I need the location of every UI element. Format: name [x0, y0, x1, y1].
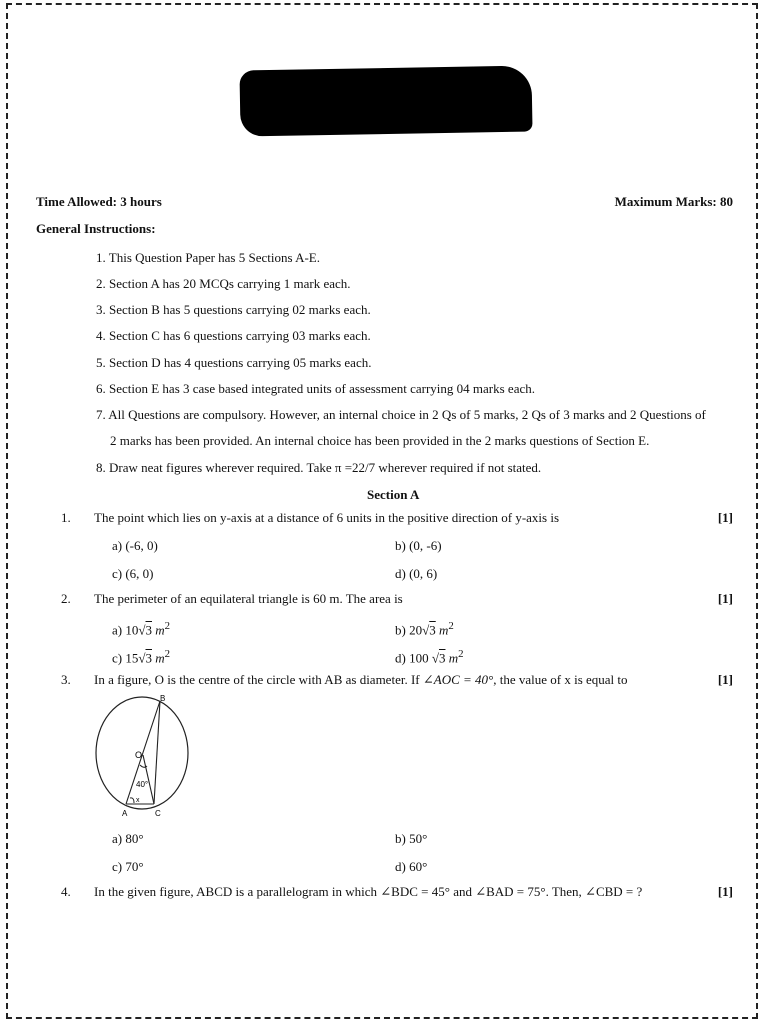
unit: m	[438, 622, 449, 638]
option-prefix: d)	[395, 650, 410, 666]
option-d: d) (0, 6)	[395, 566, 438, 581]
instruction-item: 1. This Question Paper has 5 Sections A-E.	[96, 250, 320, 265]
general-instructions-heading: General Instructions:	[36, 221, 156, 236]
question-marks: [1]	[717, 510, 733, 525]
option-d: d) 60°	[395, 859, 428, 874]
option-b	[395, 620, 454, 638]
radicand: 3	[145, 622, 152, 638]
option-a: a) 80°	[112, 831, 144, 846]
option-prefix: b)	[395, 622, 410, 638]
instruction-item: 4. Section C has 6 questions carrying 03 marks each.	[96, 328, 371, 343]
label-o: O	[135, 750, 143, 760]
exponent: 2	[164, 620, 171, 632]
option-c: c) (6, 0)	[112, 566, 154, 581]
sqrt-symbol: √	[431, 650, 439, 666]
option-b: b) 50°	[395, 831, 428, 846]
instruction-item: 6. Section E has 3 case based integrated units of assessment carrying 04 marks each.	[96, 381, 535, 396]
instruction-item-continued: 2 marks has been provided. An internal choice has been provided in the 2 marks questions of Section E.	[110, 433, 650, 448]
option-d	[395, 648, 464, 666]
instruction-item: 8. Draw neat figures wherever required. Take π =22/7 wherever required if not stated.	[96, 460, 542, 475]
label-b: B	[160, 694, 166, 703]
unit: m	[448, 650, 459, 666]
question-text: In the given figure, ABCD is a parallelogram in which ∠BDC = 45° and ∠BAD = 75°. Then, ∠CBD = ?	[94, 884, 643, 899]
exponent: 2	[458, 648, 464, 660]
coefficient: 100	[409, 650, 432, 666]
option-prefix: a)	[112, 622, 126, 638]
label-x: x	[136, 797, 140, 804]
option-a	[112, 620, 170, 638]
coefficient: 10	[125, 622, 139, 638]
radicand: 3	[438, 650, 446, 666]
question-text: The point which lies on y-axis at a distance of 6 units in the positive direction of y-axis is	[94, 510, 560, 525]
option-a: a) (-6, 0)	[112, 538, 158, 553]
instruction-item: 2. Section A has 20 MCQs carrying 1 mark each.	[96, 276, 351, 291]
coefficient: 20	[409, 622, 423, 638]
sqrt-symbol: √	[422, 622, 430, 638]
option-b: b) (0, -6)	[395, 538, 442, 553]
radicand: 3	[145, 650, 152, 666]
section-title: Section A	[367, 487, 420, 502]
question-number: 1.	[61, 510, 71, 525]
coefficient: 15	[125, 650, 139, 666]
radicand: 3	[429, 622, 436, 638]
question-text	[94, 672, 628, 688]
option-c	[112, 648, 170, 666]
label-c: C	[155, 809, 161, 818]
redacted-title-block	[239, 65, 532, 136]
option-prefix: c)	[112, 650, 126, 666]
instruction-item: 3. Section B has 5 questions carrying 02 marks each.	[96, 302, 371, 317]
instruction-item: 5. Section D has 4 questions carrying 05 marks each.	[96, 355, 372, 370]
option-c: c) 70°	[112, 859, 144, 874]
question-number: 4.	[61, 884, 71, 899]
time-allowed: Time Allowed: 3 hours	[36, 194, 162, 209]
label-angle-40: 40°	[136, 780, 149, 789]
exponent: 2	[448, 620, 454, 632]
question-number: 2.	[61, 591, 71, 606]
exponent: 2	[164, 648, 171, 660]
sqrt-symbol: √	[138, 622, 146, 638]
question-text-after: , the value of x is equal to	[493, 672, 628, 687]
label-a: A	[122, 809, 128, 818]
question-marks: [1]	[717, 672, 733, 687]
angle-arc-a	[130, 798, 134, 803]
unit: m	[155, 622, 165, 638]
unit: m	[155, 650, 165, 666]
circle-diagram	[94, 693, 194, 819]
question-text-before: In a figure, O is the centre of the circle with AB as diameter. If	[94, 672, 423, 687]
maximum-marks: Maximum Marks: 80	[614, 194, 733, 209]
question-marks: [1]	[717, 591, 733, 606]
sqrt-symbol: √	[138, 650, 146, 666]
question-text: The perimeter of an equilateral triangle is 60 m. The area is	[94, 591, 403, 606]
question-number: 3.	[61, 672, 71, 687]
angle-expression: ∠AOC = 40°	[422, 672, 494, 687]
instruction-item: 7. All Questions are compulsory. However, an internal choice in 2 Qs of 5 marks, 2 Qs of 3 marks and 2 Questions of	[96, 407, 706, 422]
question-marks: [1]	[717, 884, 733, 899]
